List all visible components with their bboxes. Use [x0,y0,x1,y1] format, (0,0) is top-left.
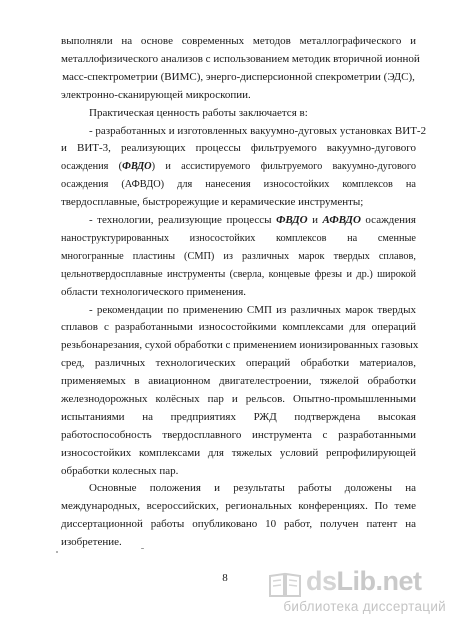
text-line: металлофизического анализов с использованием методик вторичной ионной [61,53,420,65]
text-line: осаждения (АФВДО) для нанесения износостойких комплексов на [61,179,416,190]
text-line: и ВИТ-3, реализующих процессы фильтруемого вакуумно-дугового [61,142,416,154]
emphasized-term: АФВДО [322,214,361,226]
text-line: износостойких комплексами для тяжелых условий репрофилирующей [61,447,416,459]
dslib-watermark [258,566,448,618]
text-line: твердосплавные, быстрорежущие и керамические инструменты; [61,196,364,208]
watermark-subtitle: библиотека диссертаций [283,599,446,614]
text-line: диссертационной работы опубликовано 10 работ, получен патент на [61,518,416,530]
text-line: испытаниями на предприятиях РЖД подтверждена высокая [61,411,416,423]
text-line: - рекомендации по применению СМП из различных марок твердых [89,304,416,316]
text-line: сплавов с разработанными износостойкими комплексами для операций [61,321,416,333]
watermark-brand-prefix: ds [306,566,337,596]
page-number: 8 [222,572,228,584]
text-line: цельнотвердосплавные инструменты (сверла, концевые фрезы и др.) широкой [61,269,416,280]
text-line: наноструктурированных износостойких комплексов на сменные [61,233,416,244]
text-line: многогранные пластины (СМП) из различных марок твердых сплавов, [61,251,416,262]
text-line: Практическая ценность работы заключается в: [89,107,308,119]
text-line: сред, различных технологических операций обработки материалов, [61,357,416,369]
scan-speck [141,548,144,549]
text-line: резьбонарезания, сухой обработки с применением ионизированных газовых [61,339,419,351]
watermark-brand-rest: Lib.net [336,566,422,596]
text-line: выполняли на основе современных методов металлографического и [61,35,416,47]
text-line: применяемых в авиационном двигателестроении, тяжелой обработки [61,375,416,387]
emphasized-term: ФВДО [276,214,308,226]
scan-speck [56,551,58,553]
text-line: электронно-сканирующей микроскопии. [61,89,251,101]
text-line: Основные положения и результаты работы доложены на [89,482,416,494]
watermark-brand [306,566,422,597]
text-line: области технологического применения. [61,286,247,298]
text-line: железнодорожных колёсных пар и рельсов. Опытно-промышленными [61,393,416,405]
text-line: обработки колесных пар. [61,465,179,477]
text-line: - технологии, реализующие процессы ФВДО и АФВДО осаждения [89,214,416,226]
text-line: масс-спектрометрии (ВИМС), энерго-дисперсионной спекрометрии (ЭДС), [62,71,415,83]
book-icon [268,572,302,598]
text-line: работоспособность твердосплавного инструмента с разработанными [61,429,416,441]
text-line: - разработанных и изготовленных вакуумно-дуговых установках ВИТ-2 [89,125,427,137]
emphasized-term: ФВДО [122,161,152,172]
text-line: осаждения (ФВДО) и ассистируемого фильтруемого вакуумно-дугового [61,161,417,172]
text-line: изобретение. [61,536,122,548]
text-line: международных, всероссийских, региональных конференциях. По теме [61,500,416,512]
